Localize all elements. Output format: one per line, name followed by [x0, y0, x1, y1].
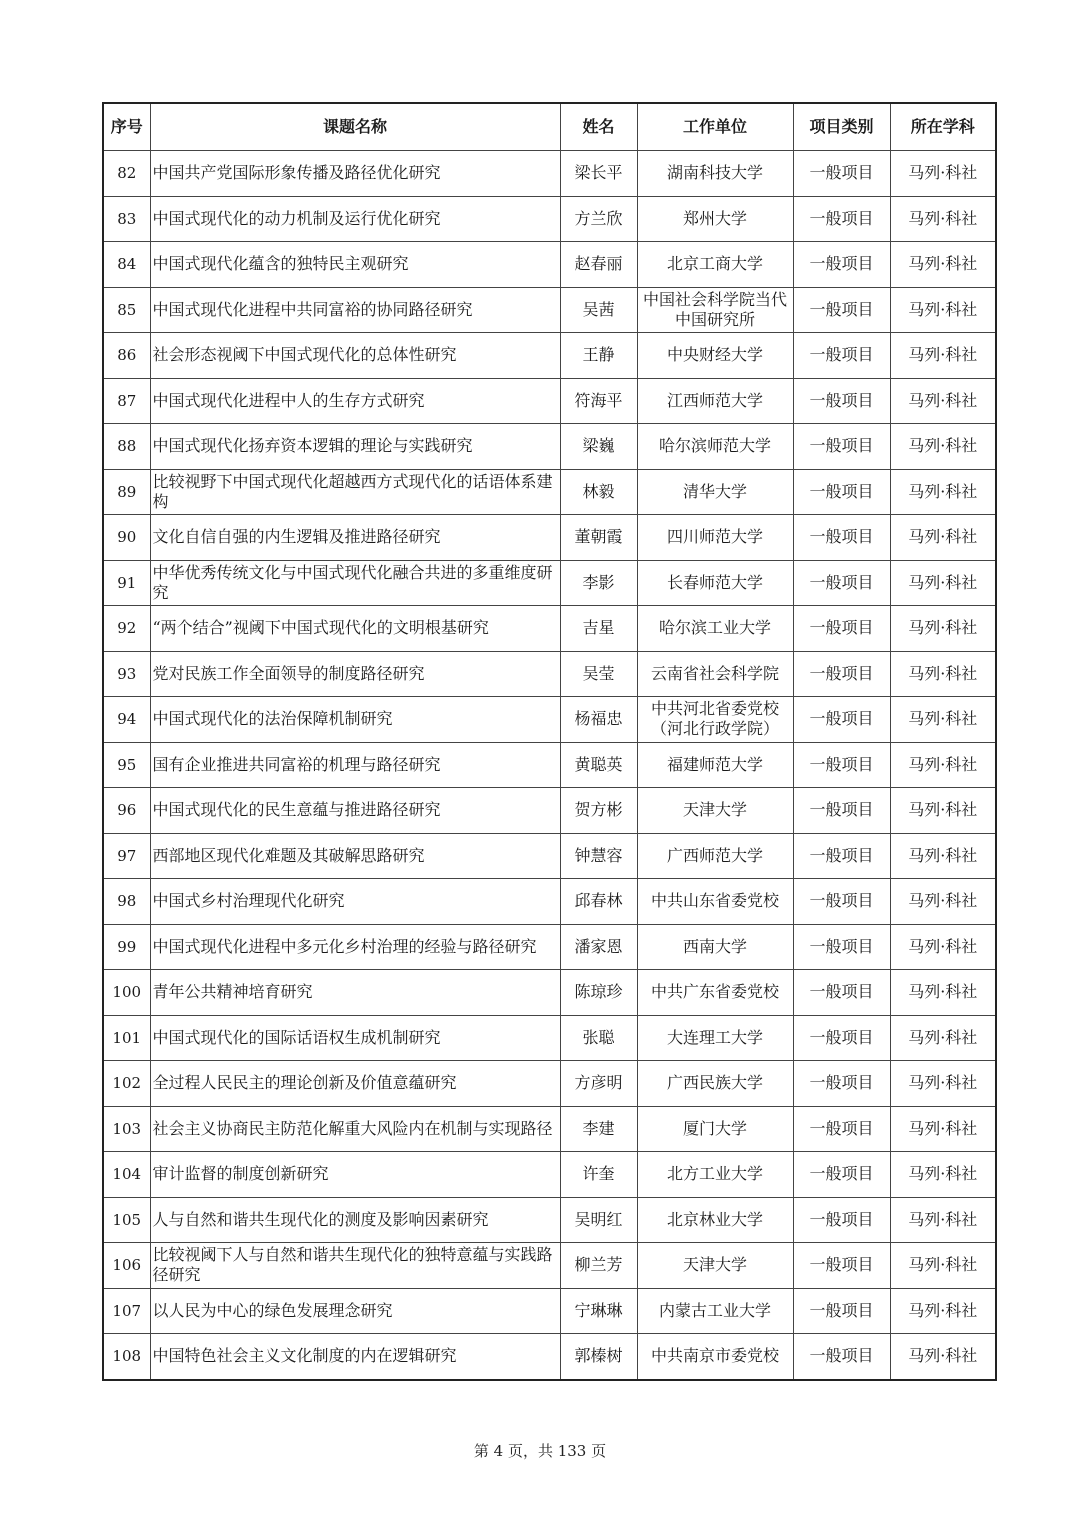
cell-work-unit: 长春师范大学 — [637, 560, 793, 606]
cell-work-unit: 天津大学 — [637, 788, 793, 834]
cell-work-unit: 北京工商大学 — [637, 242, 793, 288]
cell-serial-number: 92 — [103, 606, 150, 652]
cell-serial-number: 90 — [103, 515, 150, 561]
table-row — [103, 606, 996, 652]
cell-discipline: 马列·科社 — [890, 1015, 996, 1061]
cell-project-title: 国有企业推进共同富裕的机理与路径研究 — [150, 742, 560, 788]
cell-serial-number: 95 — [103, 742, 150, 788]
cell-name: 吴茜 — [560, 287, 637, 333]
cell-serial-number: 99 — [103, 924, 150, 970]
cell-project-category: 一般项目 — [793, 333, 890, 379]
project-list-table — [102, 102, 997, 1381]
cell-serial-number: 91 — [103, 560, 150, 606]
table-row — [103, 1288, 996, 1334]
table-row — [103, 1334, 996, 1380]
cell-work-unit: 哈尔滨工业大学 — [637, 606, 793, 652]
cell-work-unit: 大连理工大学 — [637, 1015, 793, 1061]
cell-discipline: 马列·科社 — [890, 242, 996, 288]
cell-project-title: 中国式现代化进程中人的生存方式研究 — [150, 378, 560, 424]
cell-project-category: 一般项目 — [793, 651, 890, 697]
cell-project-category: 一般项目 — [793, 1288, 890, 1334]
cell-name: 林毅 — [560, 469, 637, 515]
cell-name: 宁琳琳 — [560, 1288, 637, 1334]
cell-name: 董朝霞 — [560, 515, 637, 561]
cell-serial-number: 101 — [103, 1015, 150, 1061]
cell-work-unit: 中共河北省委党校（河北行政学院） — [637, 697, 793, 743]
cell-name: 许奎 — [560, 1152, 637, 1198]
cell-name: 赵春丽 — [560, 242, 637, 288]
header-project-category: 项目类别 — [793, 103, 890, 151]
table-body — [103, 151, 996, 1380]
cell-discipline: 马列·科社 — [890, 970, 996, 1016]
cell-name: 梁长平 — [560, 151, 637, 197]
cell-project-title: 社会形态视阈下中国式现代化的总体性研究 — [150, 333, 560, 379]
table-row — [103, 742, 996, 788]
cell-project-title: 文化自信自强的内生逻辑及推进路径研究 — [150, 515, 560, 561]
table-row — [103, 1243, 996, 1289]
cell-work-unit: 福建师范大学 — [637, 742, 793, 788]
cell-serial-number: 108 — [103, 1334, 150, 1380]
cell-serial-number: 94 — [103, 697, 150, 743]
cell-project-category: 一般项目 — [793, 924, 890, 970]
cell-project-title: 中国式现代化的国际话语权生成机制研究 — [150, 1015, 560, 1061]
cell-discipline: 马列·科社 — [890, 378, 996, 424]
cell-name: 杨福忠 — [560, 697, 637, 743]
table-row — [103, 242, 996, 288]
cell-discipline: 马列·科社 — [890, 469, 996, 515]
cell-name: 吴明红 — [560, 1197, 637, 1243]
cell-project-title: 中国共产党国际形象传播及路径优化研究 — [150, 151, 560, 197]
cell-work-unit: 中共南京市委党校 — [637, 1334, 793, 1380]
cell-project-title: 中国式现代化的动力机制及运行优化研究 — [150, 196, 560, 242]
cell-project-title: 中华优秀传统文化与中国式现代化融合共进的多重维度研究 — [150, 560, 560, 606]
cell-serial-number: 96 — [103, 788, 150, 834]
cell-name: 梁巍 — [560, 424, 637, 470]
cell-work-unit: 四川师范大学 — [637, 515, 793, 561]
cell-work-unit: 厦门大学 — [637, 1106, 793, 1152]
cell-name: 符海平 — [560, 378, 637, 424]
table-row — [103, 333, 996, 379]
cell-serial-number: 86 — [103, 333, 150, 379]
cell-work-unit: 广西民族大学 — [637, 1061, 793, 1107]
cell-project-category: 一般项目 — [793, 287, 890, 333]
cell-serial-number: 97 — [103, 833, 150, 879]
cell-project-category: 一般项目 — [793, 151, 890, 197]
cell-work-unit: 中央财经大学 — [637, 333, 793, 379]
cell-project-title: 党对民族工作全面领导的制度路径研究 — [150, 651, 560, 697]
cell-project-category: 一般项目 — [793, 378, 890, 424]
table-row — [103, 1106, 996, 1152]
cell-project-title: 中国式现代化进程中多元化乡村治理的经验与路径研究 — [150, 924, 560, 970]
cell-project-category: 一般项目 — [793, 515, 890, 561]
table-header — [103, 103, 996, 151]
table-row — [103, 1015, 996, 1061]
cell-serial-number: 107 — [103, 1288, 150, 1334]
table-row — [103, 287, 996, 333]
cell-project-title: 西部地区现代化难题及其破解思路研究 — [150, 833, 560, 879]
cell-name: 贺方彬 — [560, 788, 637, 834]
cell-serial-number: 85 — [103, 287, 150, 333]
cell-name: 吴莹 — [560, 651, 637, 697]
cell-name: 吉星 — [560, 606, 637, 652]
cell-project-title: 中国式现代化进程中共同富裕的协同路径研究 — [150, 287, 560, 333]
table-row — [103, 151, 996, 197]
cell-project-category: 一般项目 — [793, 606, 890, 652]
cell-project-category: 一般项目 — [793, 970, 890, 1016]
cell-project-title: 中国式现代化的民生意蕴与推进路径研究 — [150, 788, 560, 834]
cell-project-category: 一般项目 — [793, 1197, 890, 1243]
cell-work-unit: 内蒙古工业大学 — [637, 1288, 793, 1334]
cell-project-title: 社会主义协商民主防范化解重大风险内在机制与实现路径 — [150, 1106, 560, 1152]
header-row — [103, 103, 996, 151]
cell-name: 黄聪英 — [560, 742, 637, 788]
cell-discipline: 马列·科社 — [890, 879, 996, 925]
cell-project-category: 一般项目 — [793, 879, 890, 925]
cell-discipline: 马列·科社 — [890, 287, 996, 333]
cell-project-title: 比较视野下中国式现代化超越西方式现代化的话语体系建构 — [150, 469, 560, 515]
cell-name: 潘家恩 — [560, 924, 637, 970]
table-row — [103, 378, 996, 424]
table-row — [103, 560, 996, 606]
header-serial-number: 序号 — [103, 103, 150, 151]
table-row — [103, 788, 996, 834]
cell-serial-number: 88 — [103, 424, 150, 470]
page-number-footer: 第 4 页，共 133 页 — [473, 1442, 607, 1460]
cell-discipline: 马列·科社 — [890, 1152, 996, 1198]
cell-discipline: 马列·科社 — [890, 697, 996, 743]
cell-discipline: 马列·科社 — [890, 515, 996, 561]
cell-project-category: 一般项目 — [793, 1106, 890, 1152]
cell-project-title: 比较视阈下人与自然和谐共生现代化的独特意蕴与实践路径研究 — [150, 1243, 560, 1289]
cell-serial-number: 87 — [103, 378, 150, 424]
cell-project-category: 一般项目 — [793, 742, 890, 788]
cell-serial-number: 106 — [103, 1243, 150, 1289]
cell-discipline: 马列·科社 — [890, 1243, 996, 1289]
header-discipline: 所在学科 — [890, 103, 996, 151]
cell-discipline: 马列·科社 — [890, 742, 996, 788]
cell-serial-number: 103 — [103, 1106, 150, 1152]
cell-work-unit: 清华大学 — [637, 469, 793, 515]
cell-work-unit: 云南省社会科学院 — [637, 651, 793, 697]
cell-name: 方彦明 — [560, 1061, 637, 1107]
cell-project-title: 青年公共精神培育研究 — [150, 970, 560, 1016]
cell-serial-number: 93 — [103, 651, 150, 697]
cell-work-unit: 中共广东省委党校 — [637, 970, 793, 1016]
cell-serial-number: 89 — [103, 469, 150, 515]
cell-project-title: 中国式现代化的法治保障机制研究 — [150, 697, 560, 743]
table-row — [103, 1197, 996, 1243]
cell-project-category: 一般项目 — [793, 242, 890, 288]
cell-discipline: 马列·科社 — [890, 1106, 996, 1152]
cell-project-title: 中国式现代化扬弃资本逻辑的理论与实践研究 — [150, 424, 560, 470]
cell-discipline: 马列·科社 — [890, 560, 996, 606]
cell-work-unit: 湖南科技大学 — [637, 151, 793, 197]
cell-project-title: 中国式乡村治理现代化研究 — [150, 879, 560, 925]
cell-project-title: 人与自然和谐共生现代化的测度及影响因素研究 — [150, 1197, 560, 1243]
cell-name: 郭榛树 — [560, 1334, 637, 1380]
cell-name: 王静 — [560, 333, 637, 379]
cell-work-unit: 郑州大学 — [637, 196, 793, 242]
cell-project-title: 以人民为中心的绿色发展理念研究 — [150, 1288, 560, 1334]
cell-work-unit: 北京林业大学 — [637, 1197, 793, 1243]
cell-serial-number: 105 — [103, 1197, 150, 1243]
table-row — [103, 469, 996, 515]
header-name: 姓名 — [560, 103, 637, 151]
cell-name: 柳兰芳 — [560, 1243, 637, 1289]
cell-discipline: 马列·科社 — [890, 606, 996, 652]
cell-project-category: 一般项目 — [793, 697, 890, 743]
cell-discipline: 马列·科社 — [890, 833, 996, 879]
cell-serial-number: 104 — [103, 1152, 150, 1198]
cell-project-title: 全过程人民民主的理论创新及价值意蕴研究 — [150, 1061, 560, 1107]
cell-project-category: 一般项目 — [793, 788, 890, 834]
cell-discipline: 马列·科社 — [890, 651, 996, 697]
cell-name: 钟慧容 — [560, 833, 637, 879]
cell-serial-number: 82 — [103, 151, 150, 197]
cell-discipline: 马列·科社 — [890, 424, 996, 470]
cell-project-category: 一般项目 — [793, 1061, 890, 1107]
table-row — [103, 424, 996, 470]
cell-work-unit: 江西师范大学 — [637, 378, 793, 424]
cell-work-unit: 西南大学 — [637, 924, 793, 970]
cell-project-category: 一般项目 — [793, 196, 890, 242]
table-row — [103, 1061, 996, 1107]
table-row — [103, 196, 996, 242]
cell-serial-number: 98 — [103, 879, 150, 925]
cell-work-unit: 哈尔滨师范大学 — [637, 424, 793, 470]
cell-discipline: 马列·科社 — [890, 788, 996, 834]
cell-discipline: 马列·科社 — [890, 1197, 996, 1243]
cell-project-category: 一般项目 — [793, 1243, 890, 1289]
cell-discipline: 马列·科社 — [890, 1334, 996, 1380]
cell-discipline: 马列·科社 — [890, 1288, 996, 1334]
cell-name: 张聪 — [560, 1015, 637, 1061]
cell-project-category: 一般项目 — [793, 560, 890, 606]
cell-serial-number: 102 — [103, 1061, 150, 1107]
cell-name: 邱春林 — [560, 879, 637, 925]
cell-project-category: 一般项目 — [793, 469, 890, 515]
cell-work-unit: 广西师范大学 — [637, 833, 793, 879]
header-project-title: 课题名称 — [150, 103, 560, 151]
table-row — [103, 1152, 996, 1198]
table-row — [103, 651, 996, 697]
table-row — [103, 697, 996, 743]
cell-project-category: 一般项目 — [793, 833, 890, 879]
cell-discipline: 马列·科社 — [890, 196, 996, 242]
cell-project-category: 一般项目 — [793, 1152, 890, 1198]
cell-work-unit: 中共山东省委党校 — [637, 879, 793, 925]
cell-project-title: 审计监督的制度创新研究 — [150, 1152, 560, 1198]
table-row — [103, 515, 996, 561]
table-row — [103, 879, 996, 925]
cell-discipline: 马列·科社 — [890, 924, 996, 970]
cell-serial-number: 84 — [103, 242, 150, 288]
cell-work-unit: 中国社会科学院当代中国研究所 — [637, 287, 793, 333]
cell-name: 李影 — [560, 560, 637, 606]
table-row — [103, 833, 996, 879]
cell-work-unit: 天津大学 — [637, 1243, 793, 1289]
cell-project-title: 中国特色社会主义文化制度的内在逻辑研究 — [150, 1334, 560, 1380]
cell-discipline: 马列·科社 — [890, 1061, 996, 1107]
cell-work-unit: 北方工业大学 — [637, 1152, 793, 1198]
cell-name: 方兰欣 — [560, 196, 637, 242]
header-work-unit: 工作单位 — [637, 103, 793, 151]
cell-project-category: 一般项目 — [793, 424, 890, 470]
cell-project-title: 中国式现代化蕴含的独特民主观研究 — [150, 242, 560, 288]
cell-project-category: 一般项目 — [793, 1334, 890, 1380]
cell-discipline: 马列·科社 — [890, 333, 996, 379]
cell-serial-number: 100 — [103, 970, 150, 1016]
table-row — [103, 924, 996, 970]
cell-project-category: 一般项目 — [793, 1015, 890, 1061]
cell-discipline: 马列·科社 — [890, 151, 996, 197]
cell-serial-number: 83 — [103, 196, 150, 242]
cell-name: 陈琼珍 — [560, 970, 637, 1016]
table-row — [103, 970, 996, 1016]
cell-project-title: “两个结合”视阈下中国式现代化的文明根基研究 — [150, 606, 560, 652]
cell-name: 李建 — [560, 1106, 637, 1152]
